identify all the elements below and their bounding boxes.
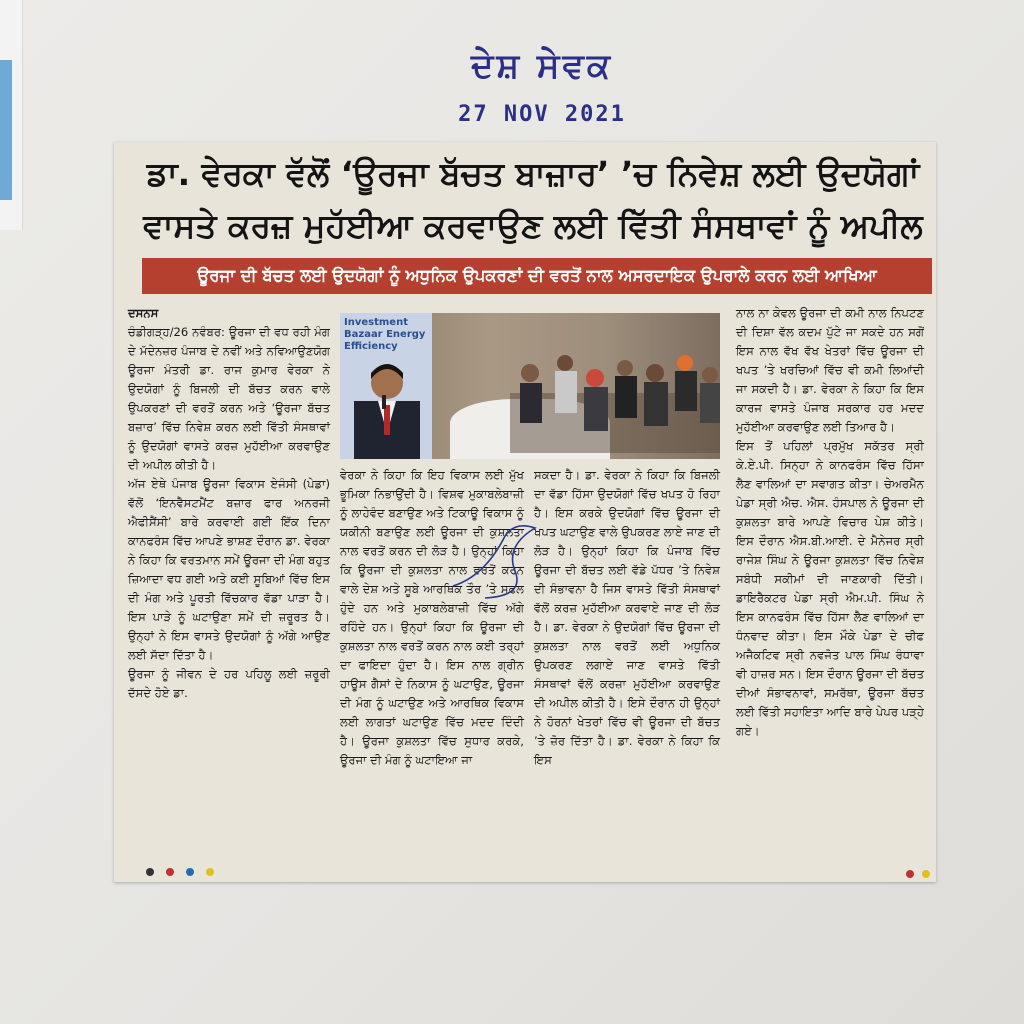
article-column-2 (340, 466, 524, 770)
column-1-paragraph-1: ਚੰਡੀਗੜ੍ਹ/26 ਨਵੰਬਰ: ਊਰਜਾ ਦੀ ਵਧ ਰਹੀ ਮੰਗ ਦੇ ਮੱਦੇਨਜ਼ਰ ਪੰਜਾਬ ਦੇ ਨਵੀਂ ਅਤੇ ਨਵਿਆਉਣਯੋਗ ਊਰਜਾ ਮੰਤਰੀ ਡਾ. ਰਾਜ ਕੁਮਾਰ ਵੇਰਕਾ ਨੇ ਉਦਯੋਗਾਂ ਨੂੰ ਬਿਜਲੀ ਦੀ ਬੱਚਤ ਕਰਨ ਵਾਲੇ ਉਪਕਰਣਾਂ ਦੀ ਵਰਤੋਂ ਕਰਨ ਅਤੇ ‘ਊਰਜਾ ਬੱਚਤ ਬਜ਼ਾਰ’ ਵਿੱਚ ਨਿਵੇਸ਼ ਕਰਨ ਲਈ ਵਿੱਤੀ ਸੰਸਥਾਵਾਂ ਨੂੰ ਉਦਯੋਗਾਂ ਵਾਸਤੇ ਕਰਜ਼ ਮੁਹੱਈਆ ਕਰਵਾਉਣ ਦੀ ਅਪੀਲ ਕੀਤੀ ਹੈ। (128, 325, 330, 472)
column-4-paragraph-2: ਇਸ ਤੋਂ ਪਹਿਲਾਂ ਪ੍ਰਮੁੱਖ ਸਕੱਤਰ ਸ੍ਰੀ ਕੇ.ਏ.ਪੀ. ਸਿਨ੍ਹਾ ਨੇ ਕਾਨਫਰੰਸ ਵਿੱਚ ਹਿੱਸਾ ਲੈਣ ਵਾਲਿਆਂ ਦਾ ਸਵਾਗਤ ਕੀਤਾ। ਚੇਅਰਮੈਨ ਪੇਡਾ ਸ੍ਰੀ ਐਚ. ਐਸ. ਹੰਸਪਾਲ ਨੇ ਊਰਜਾ ਦੀ ਕੁਸ਼ਲਤਾ ਬਾਰੇ ਆਪਣੇ ਵਿਚਾਰ ਪੇਸ਼ ਕੀਤੇ। ਇਸ ਦੌਰਾਨ ਐਸ.ਬੀ.ਆਈ. ਦੇ ਮੈਨੇਜਰ ਸ੍ਰੀ ਰਾਜੇਸ਼ ਸਿੰਘ ਨੇ ਊਰਜਾ ਕੁਸ਼ਲਤਾ ਵਿੱਚ ਨਿਵੇਸ਼ ਸਬੰਧੀ ਸਕੀਮਾਂ ਦੀ ਜਾਣਕਾਰੀ ਦਿੱਤੀ। ਡਾਇਰੈਕਟਰ ਪੇਡਾ ਸ੍ਰੀ ਐਮ.ਪੀ. ਸਿੰਘ ਨੇ ਇਸ ਕਾਨਫਰੰਸ ਵਿੱਚ ਹਿੱਸਾ ਲੈਣ ਵਾਲਿਆਂ ਦਾ ਧੰਨਵਾਦ ਕੀਤਾ। ਇਸ ਮੌਕੇ ਪੇਡਾ ਦੇ ਚੀਫ ਅਜੈਕਟਿਵ ਸ੍ਰੀ ਨਵਜੋਤ ਪਾਲ ਸਿੰਘ ਰੰਧਾਵਾ ਵੀ ਹਾਜ਼ਰ ਸਨ। ਇਸ ਦੌਰਾਨ ਊਰਜਾ ਦੀ ਬੱਚਤ ਦੀਆਂ ਸੰਭਾਵਨਾਵਾਂ, ਸਮਰੱਥਾ, ਊਰਜਾ ਬੱਚਤ ਲਈ ਵਿੱਤੀ ਸਹਾਇਤਾ ਆਦਿ ਬਾਰੇ ਪੇਪਰ ਪੜ੍ਹੇ ਗਏ। (736, 439, 924, 738)
photo-banner-text: Investment Bazaar Energy Efficiency (344, 317, 426, 352)
article-subheadline: ਊਰਜਾ ਦੀ ਬੱਚਤ ਲਈ ਉਦਯੋਗਾਂ ਨੂੰ ਅਧੁਨਿਕ ਉਪਕਰਣਾਂ ਦੀ ਵਰਤੋਂ ਨਾਲ ਅਸਰਦਾਇਕ ਉਪਰਾਲੇ ਕਰਨ ਲਈ ਆਖਿਆ (142, 258, 932, 294)
date-stamp: 27 NOV 2021 (458, 102, 626, 127)
column-1-paragraph-2: ਅੱਜ ਏਥੇ ਪੰਜਾਬ ਊਰਜਾ ਵਿਕਾਸ ਏਜੰਸੀ (ਪੇਡਾ) ਵੱਲੋਂ ‘ਇਨਵੈਸਟਮੈਂਟ ਬਜ਼ਾਰ ਫਾਰ ਅਨਰਜੀ ਐਫੀਸੈਂਸੀ’ ਬਾਰੇ ਕਰਵਾਈ ਗਈ ਇੱਕ ਦਿਨਾ ਕਾਨਫਰੰਸ ਵਿੱਚ ਆਪਣੇ ਭਾਸ਼ਣ ਦੌਰਾਨ ਡਾ. ਵੇਰਕਾ ਨੇ ਕਿਹਾ ਕਿ ਵਰਤਮਾਨ ਸਮੇਂ ਊਰਜਾ ਦੀ ਮੰਗ ਬਹੁਤ ਜ਼ਿਆਦਾ ਵਧ ਗਈ ਅਤੇ ਕਈ ਸੂਬਿਆਂ ਵਿੱਚ ਇਸ ਦੀ ਮੰਗ ਅਤੇ ਪੂਰਤੀ ਵਿੱਚਕਾਰ ਵੱਡਾ ਪਾੜਾ ਹੈ। ਇਸ ਪਾੜੇ ਨੂੰ ਘਟਾਉਣਾ ਸਮੇਂ ਦੀ ਜ਼ਰੂਰਤ ਹੈ। ਉਨ੍ਹਾਂ ਨੇ ਇਸ ਵਾਸਤੇ ਉਦਯੋਗਾਂ ਨੂੰ ਅੱਗੇ ਆਉਣ ਲਈ ਸੱਦਾ ਦਿੱਤਾ ਹੈ। (128, 477, 330, 662)
headline-line-2: ਵਾਸਤੇ ਕਰਜ਼ ਮੁਹੱਈਆ ਕਰਵਾਉਣ ਲਈ ਵਿੱਤੀ ਸੰਸਥਾਵਾਂ ਨੂੰ ਅਪੀਲ (143, 206, 923, 245)
print-registration-marks (140, 862, 940, 884)
article-column-3 (534, 466, 720, 770)
background-folder-tab (0, 60, 12, 200)
column-1-paragraph-3: ਊਰਜਾ ਨੂੰ ਜੀਵਨ ਦੇ ਹਰ ਪਹਿਲੂ ਲਈ ਜ਼ਰੂਰੀ ਦੱਸਦੇ ਹੋਏ ਡਾ. (128, 667, 330, 700)
column-2-paragraph-1: ਵੇਰਕਾ ਨੇ ਕਿਹਾ ਕਿ ਇਹ ਵਿਕਾਸ ਲਈ ਮੁੱਖ ਭੂਮਿਕਾ ਨਿਭਾਉਂਦੀ ਹੈ। ਵਿਸ਼ਵ ਮੁਕਾਬਲੇਬਾਜ਼ੀ ਨੂੰ ਲਾਹੇਵੰਦ ਬਣਾਉਣ ਅਤੇ ਟਿਕਾਊ ਵਿਕਾਸ ਨੂੰ ਯਕੀਨੀ ਬਣਾਉਣ ਲਈ ਊਰਜਾ ਦੀ ਕੁਸ਼ਲਤਾ ਨਾਲ ਵਰਤੋਂ ਕਰਨ ਦੀ ਲੋੜ ਹੈ। ਉਨ੍ਹਾਂ ਕਿਹਾ ਕਿ ਊਰਜਾ ਦੀ ਕੁਸ਼ਲਤਾ ਨਾਲ ਵਰਤੋਂ ਕਰਨ ਵਾਲੇ ਦੇਸ਼ ਅਤੇ ਸੂਬੇ ਆਰਥਿਕ ਤੌਰ ’ਤੇ ਸਫਲ ਹੁੰਦੇ ਹਨ ਅਤੇ ਮੁਕਾਬਲੇਬਾਜ਼ੀ ਵਿੱਚ ਅੱਗੇ ਰਹਿੰਦੇ ਹਨ। ਉਨ੍ਹਾਂ ਕਿਹਾ ਕਿ ਊਰਜਾ ਦੀ ਕੁਸ਼ਲਤਾ ਨਾਲ ਵਰਤੋਂ ਕਰਨ ਨਾਲ ਕਈ ਤਰ੍ਹਾਂ ਦਾ ਫਾਇਦਾ ਹੁੰਦਾ ਹੈ। ਇਸ ਨਾਲ ਗ੍ਰੀਨ ਹਾਊਸ ਗੈਸਾਂ ਦੇ ਨਿਕਾਸ ਨੂੰ ਘਟਾਉਣ, ਊਰਜਾ ਦੀ ਮੰਗ ਨੂੰ ਘਟਾਉਣ ਅਤੇ ਆਰਥਿਕ ਵਿਕਾਸ ਲਈ ਲਾਗਤਾਂ ਘਟਾਉਣ ਵਿੱਚ ਮਦਦ ਦਿੰਦੀ ਹੈ। ਊਰਜਾ ਕੁਸ਼ਲਤਾ ਵਿੱਚ ਸੁਧਾਰ ਕਰਕੇ, ਊਰਜਾ ਦੀ ਮੰਗ ਨੂੰ ਘਟਾਇਆ ਜਾ (340, 468, 524, 767)
background-folder (0, 0, 23, 230)
column-4-paragraph-1: ਨਾਲ ਨਾ ਕੇਵਲ ਊਰਜਾ ਦੀ ਕਮੀ ਨਾਲ ਨਿਪਟਣ ਦੀ ਦਿਸ਼ਾ ਵੱਲ ਕਦਮ ਪੁੱਟੇ ਜਾ ਸਕਦੇ ਹਨ ਸਗੋਂ ਇਸ ਨਾਲ ਵੱਖ ਵੱਖ ਖੇਤਰਾਂ ਵਿੱਚ ਊਰਜਾ ਦੀ ਖਪਤ ’ਤੇ ਖਰਚਿਆਂ ਵਿੱਚ ਵੀ ਕਮੀ ਲਿਆਂਦੀ ਜਾ ਸਕਦੀ ਹੈ। ਡਾ. ਵੇਰਕਾ ਨੇ ਕਿਹਾ ਕਿ ਇਸ ਕਾਰਜ ਵਾਸਤੇ ਪੰਜਾਬ ਸਰਕਾਰ ਹਰ ਮਦਦ ਮੁਹੱਈਆ ਕਰਵਾਉਣ ਲਈ ਤਿਆਰ ਹੈ। (736, 306, 924, 434)
column-3-paragraph-1: ਸਕਦਾ ਹੈ। ਡਾ. ਵੇਰਕਾ ਨੇ ਕਿਹਾ ਕਿ ਬਿਜਲੀ ਦਾ ਵੱਡਾ ਹਿੱਸਾ ਉਦਯੋਗਾਂ ਵਿੱਚ ਖਪਤ ਹੋ ਰਿਹਾ ਹੈ। ਇਸ ਕਰਕੇ ਉਦਯੋਗਾਂ ਵਿੱਚ ਊਰਜਾ ਦੀ ਖਪਤ ਘਟਾਉਣ ਵਾਲੇ ਉਪਕਰਣ ਲਾਏ ਜਾਣ ਦੀ ਲੋੜ ਹੈ। ਉਨ੍ਹਾਂ ਕਿਹਾ ਕਿ ਪੰਜਾਬ ਵਿੱਚ ਊਰਜਾ ਦੀ ਬੱਚਤ ਲਈ ਵੱਡੇ ਪੱਧਰ ’ਤੇ ਨਿਵੇਸ਼ ਦੀ ਸੰਭਾਵਨਾ ਹੈ ਜਿਸ ਵਾਸਤੇ ਵਿੱਤੀ ਸੰਸਥਾਵਾਂ ਵੱਲੋਂ ਕਰਜ਼ ਮੁਹੱਈਆ ਕਰਵਾਏ ਜਾਣ ਦੀ ਲੋੜ ਹੈ। ਡਾ. ਵੇਰਕਾ ਨੇ ਉਦਯੋਗਾਂ ਵਿੱਚ ਊਰਜਾ ਦੀ ਕੁਸ਼ਲਤਾ ਨਾਲ ਵਰਤੋਂ ਲਈ ਅਧੁਨਿਕ ਉਪਕਰਣ ਲਗਾਏ ਜਾਣ ਵਾਸਤੇ ਵਿੱਤੀ ਸੰਸਥਾਵਾਂ ਵੱਲੋਂ ਕਰਜ਼ਾ ਮੁਹੱਈਆ ਕਰਵਾਉਣ ਦੀ ਅਪੀਲ ਕੀਤੀ ਹੈ। ਇਸੇ ਦੌਰਾਨ ਹੀ ਉਨ੍ਹਾਂ ਨੇ ਹੋਰਨਾਂ ਖੇਤਰਾਂ ਵਿੱਚ ਵੀ ਊਰਜਾ ਦੀ ਬੱਚਤ ’ਤੇ ਜ਼ੋਰ ਦਿੱਤਾ ਹੈ। ਡਾ. ਵੇਰਕਾ ਨੇ ਕਿਹਾ ਕਿ ਇਸ (534, 468, 720, 767)
pen-annotation (445, 516, 555, 606)
article-photo (340, 313, 720, 459)
newspaper-name-stamp: ਦੇਸ਼ ਸੇਵਕ (470, 46, 614, 86)
newspaper-clipping (114, 142, 936, 882)
photo-audience (510, 333, 720, 453)
article-column-1 (128, 304, 330, 703)
article-headline (138, 148, 928, 252)
article-column-4 (736, 304, 924, 741)
headline-line-1: ਡਾ. ਵੇਰਕਾ ਵੱਲੋਂ ‘ਊਰਜਾ ਬੱਚਤ ਬਾਜ਼ਾਰ’ ’ਚ ਨਿਵੇਸ਼ ਲਈ ਉਦਯੋਗਾਂ (146, 154, 920, 193)
photo-speaker (348, 353, 426, 459)
byline: ਦਸਨਸ (128, 306, 159, 320)
